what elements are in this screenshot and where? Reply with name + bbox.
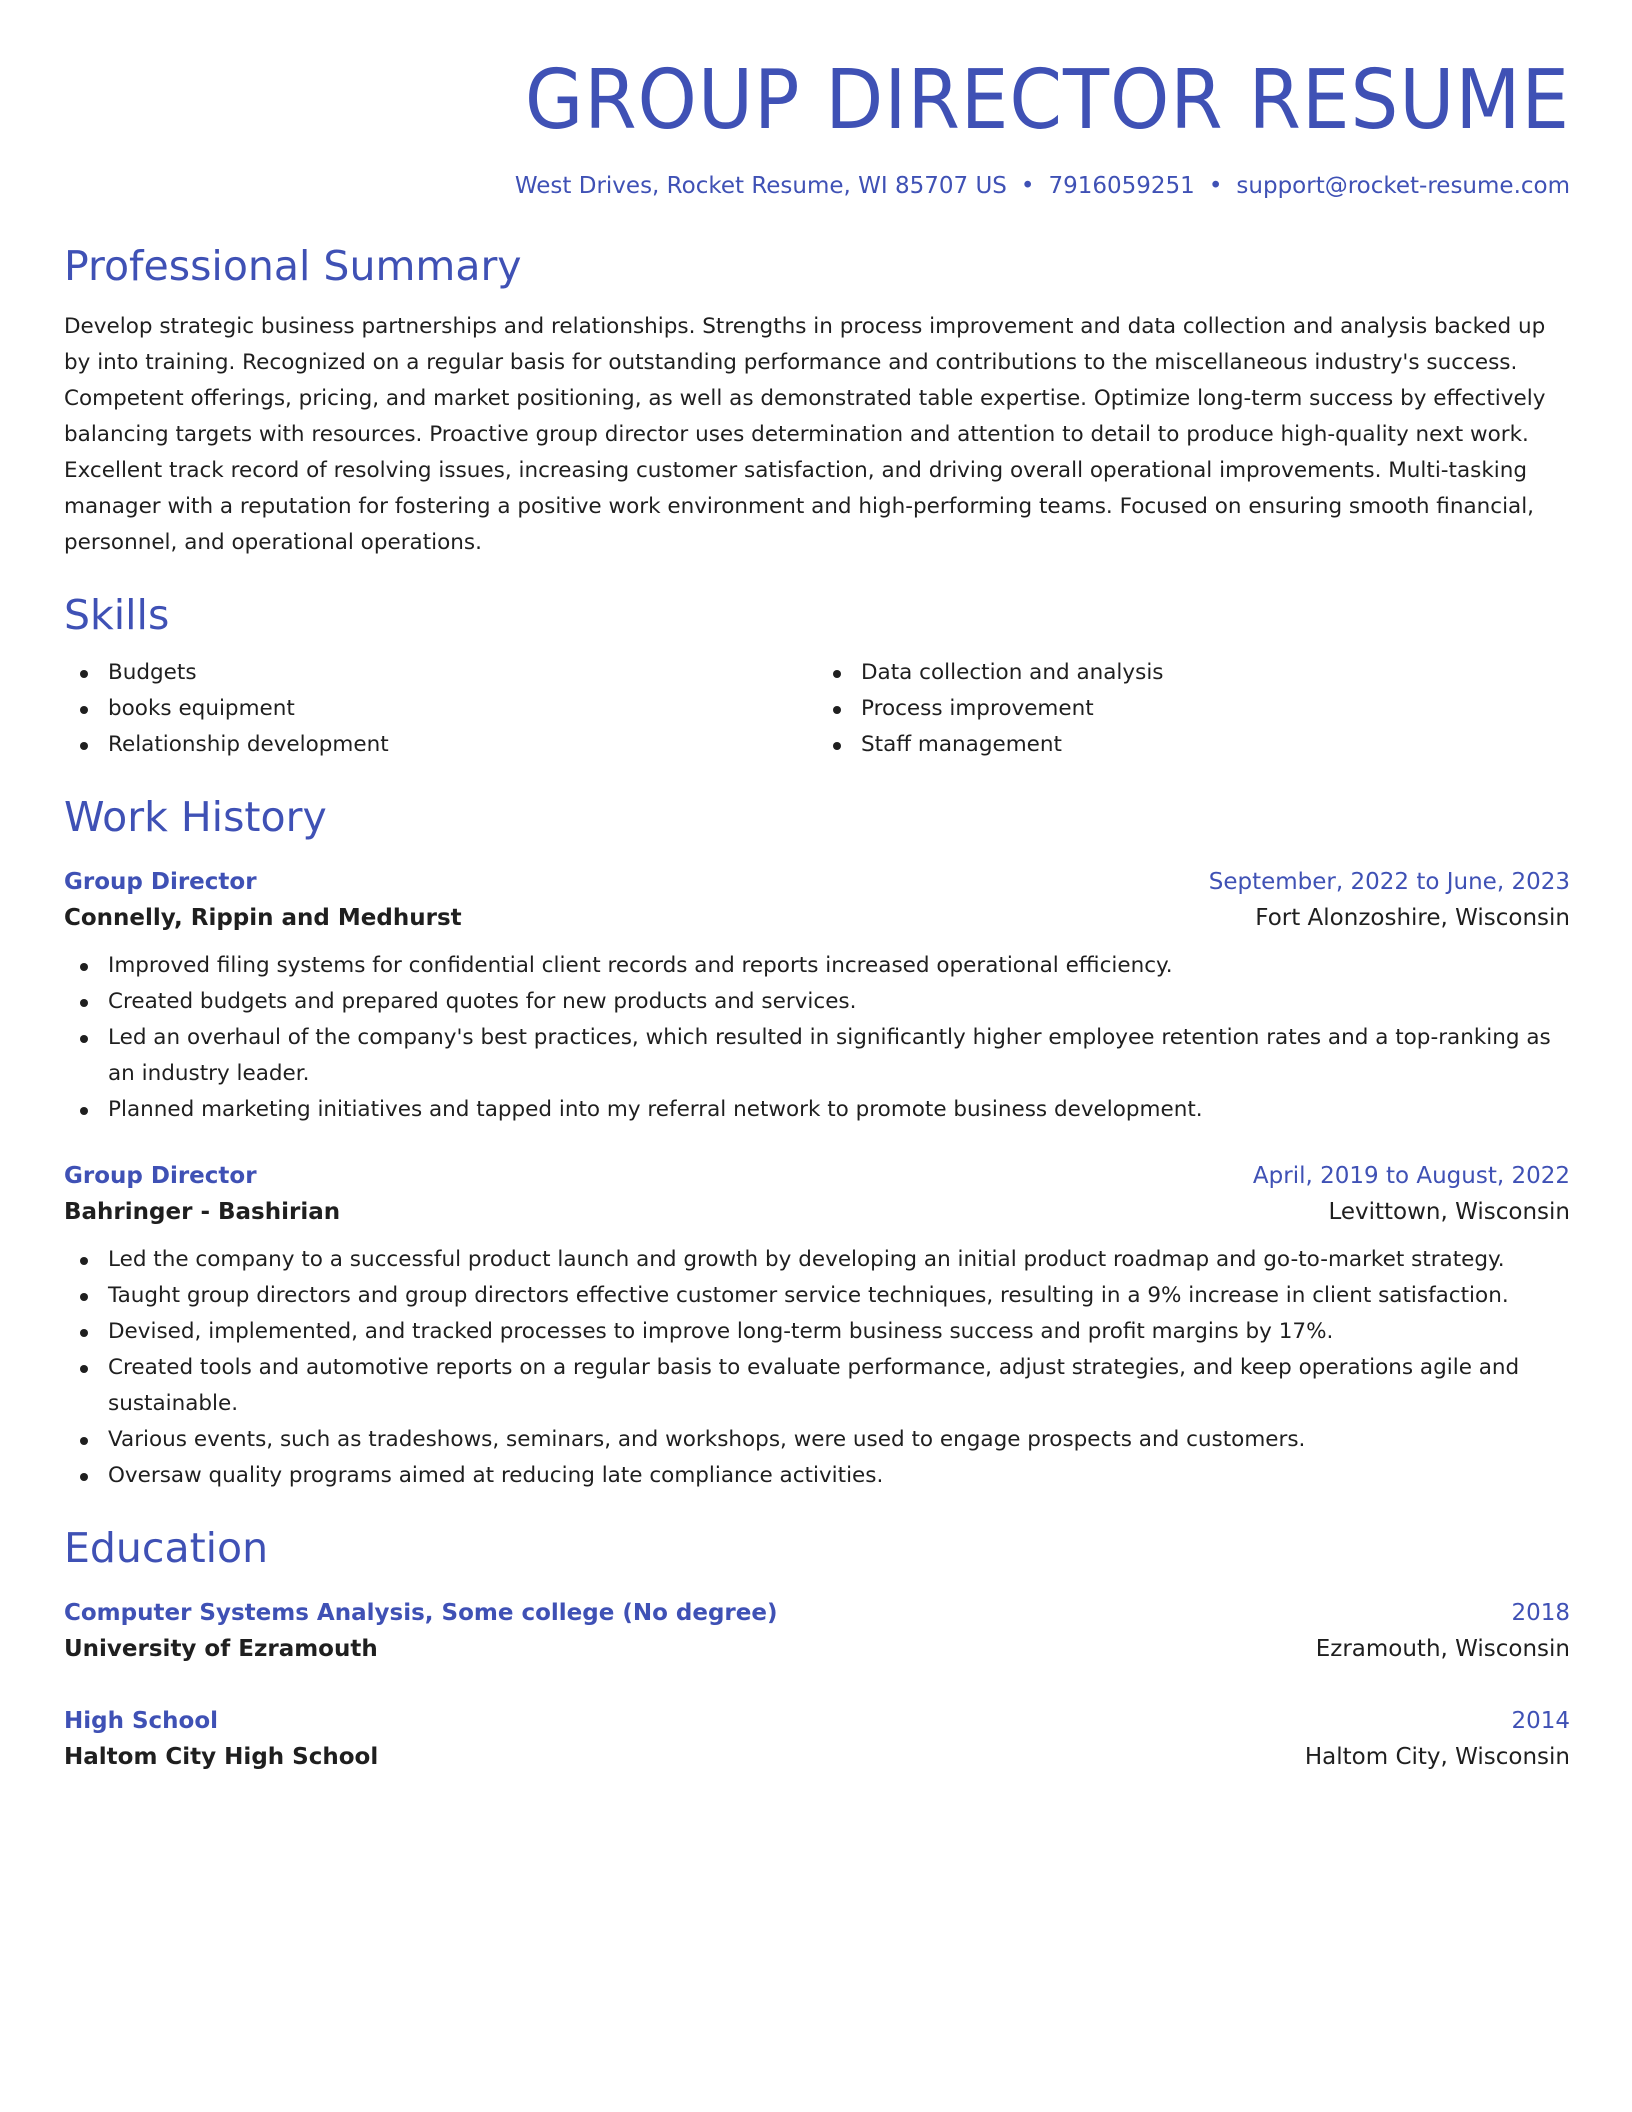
job-location: Fort Alonzoshire, Wisconsin [1255,904,1570,931]
job-company-row [64,900,1570,936]
education-degree: Computer Systems Analysis, Some college (No degree) [64,1600,778,1627]
skills-column-left [64,655,817,763]
summary-text: Develop strategic business partnerships and relationships. Strengths in process improvement and data collection and analysis backed up by into training. Recognized on a regular basis for outstanding performance and contributions to the miscellaneous industry's success. Competent offerings, pricing, and market positioning, as well as demonstrated table expertise. Optimize long-term success by effectively balancing targets with resources. Proactive group director uses determination and attention to detail to produce high-quality next work. Excellent track record of resolving issues, increasing customer satisfaction, and driving overall operational improvements. Multi-tasking manager with a reputation for fostering a positive work environment and high-performing teams. Focused on ensuring smooth financial, personnel, and operational operations. [64,314,1546,556]
job-bullet: Taught group directors and group directors effective customer service techniques, resulting in a 9% increase in client satisfaction. [64,1278,1570,1314]
education-degree: High School [64,1708,219,1735]
skills-heading: Skills [64,591,170,640]
job-bullet: Led an overhaul of the company's best practices, which resulted in significantly higher employee retention rates and a top-ranking as an industry leader. [64,1020,1570,1092]
contact-email: support@rocket-resume.com [1236,173,1570,200]
education-entry [64,1595,1570,1667]
job-company-row [64,1194,1570,1230]
job-bullets [64,1242,1570,1494]
contact-address: West Drives, Rocket Resume, WI 85707 US [514,173,1007,200]
resume-title: GROUP DIRECTOR RESUME [524,53,1570,148]
skill-item: Relationship development [64,727,817,763]
contact-phone: 7916059251 [1048,173,1195,200]
contact-separator: • [1208,173,1223,200]
job-bullet: Led the company to a successful product launch and growth by developing an initial product roadmap and go-to-market strategy. [64,1242,1570,1278]
education-location: Haltom City, Wisconsin [1304,1744,1570,1771]
job-bullet: Various events, such as tradeshows, seminars, and workshops, were used to engage prospects and customers. [64,1422,1570,1458]
education-header [64,1595,1570,1631]
skill-item: books equipment [64,691,817,727]
education-header [64,1703,1570,1739]
education-year: 2018 [1511,1600,1570,1627]
education-year: 2014 [1511,1708,1570,1735]
job-bullet: Improved filing systems for confidential client records and reports increased operational efficiency. [64,948,1570,984]
job-dates: September, 2022 to June, 2023 [1208,868,1570,895]
education-school: Haltom City High School [64,1744,379,1771]
job-company: Bahringer - Bashirian [64,1198,341,1225]
job-bullet: Planned marketing initiatives and tapped into my referral network to promote business development. [64,1092,1570,1128]
job-entry [64,1158,1570,1494]
job-header [64,864,1570,900]
job-entry [64,864,1570,1128]
job-bullet: Oversaw quality programs aimed at reducing late compliance activities. [64,1458,1570,1494]
work-heading: Work History [64,792,327,841]
job-dates: April, 2019 to August, 2022 [1252,1162,1570,1189]
contact-separator: • [1020,173,1035,200]
summary-heading: Professional Summary [64,242,522,291]
job-bullet: Created tools and automotive reports on a regular basis to evaluate performance, adjust strategies, and keep operations agile and sustainable. [64,1350,1570,1422]
job-location: Levittown, Wisconsin [1328,1198,1570,1225]
education-school: University of Ezramouth [64,1636,378,1663]
skills-column-right [817,655,1570,763]
job-title: Group Director [64,868,257,895]
education-location: Ezramouth, Wisconsin [1315,1636,1570,1663]
education-school-row [64,1739,1570,1775]
skill-item: Process improvement [817,691,1570,727]
job-header [64,1158,1570,1194]
job-bullet: Created budgets and prepared quotes for new products and services. [64,984,1570,1020]
job-bullets [64,948,1570,1128]
skill-item: Staff management [817,727,1570,763]
education-entry [64,1703,1570,1775]
job-company: Connelly, Rippin and Medhurst [64,904,462,931]
job-bullet: Devised, implemented, and tracked processes to improve long-term business success and profit margins by 17%. [64,1314,1570,1350]
skills-list [64,655,1570,763]
skill-item: Budgets [64,655,817,691]
contact-line [64,172,1570,202]
skill-item: Data collection and analysis [817,655,1570,691]
education-school-row [64,1631,1570,1667]
job-title: Group Director [64,1162,257,1189]
education-heading: Education [64,1523,269,1572]
